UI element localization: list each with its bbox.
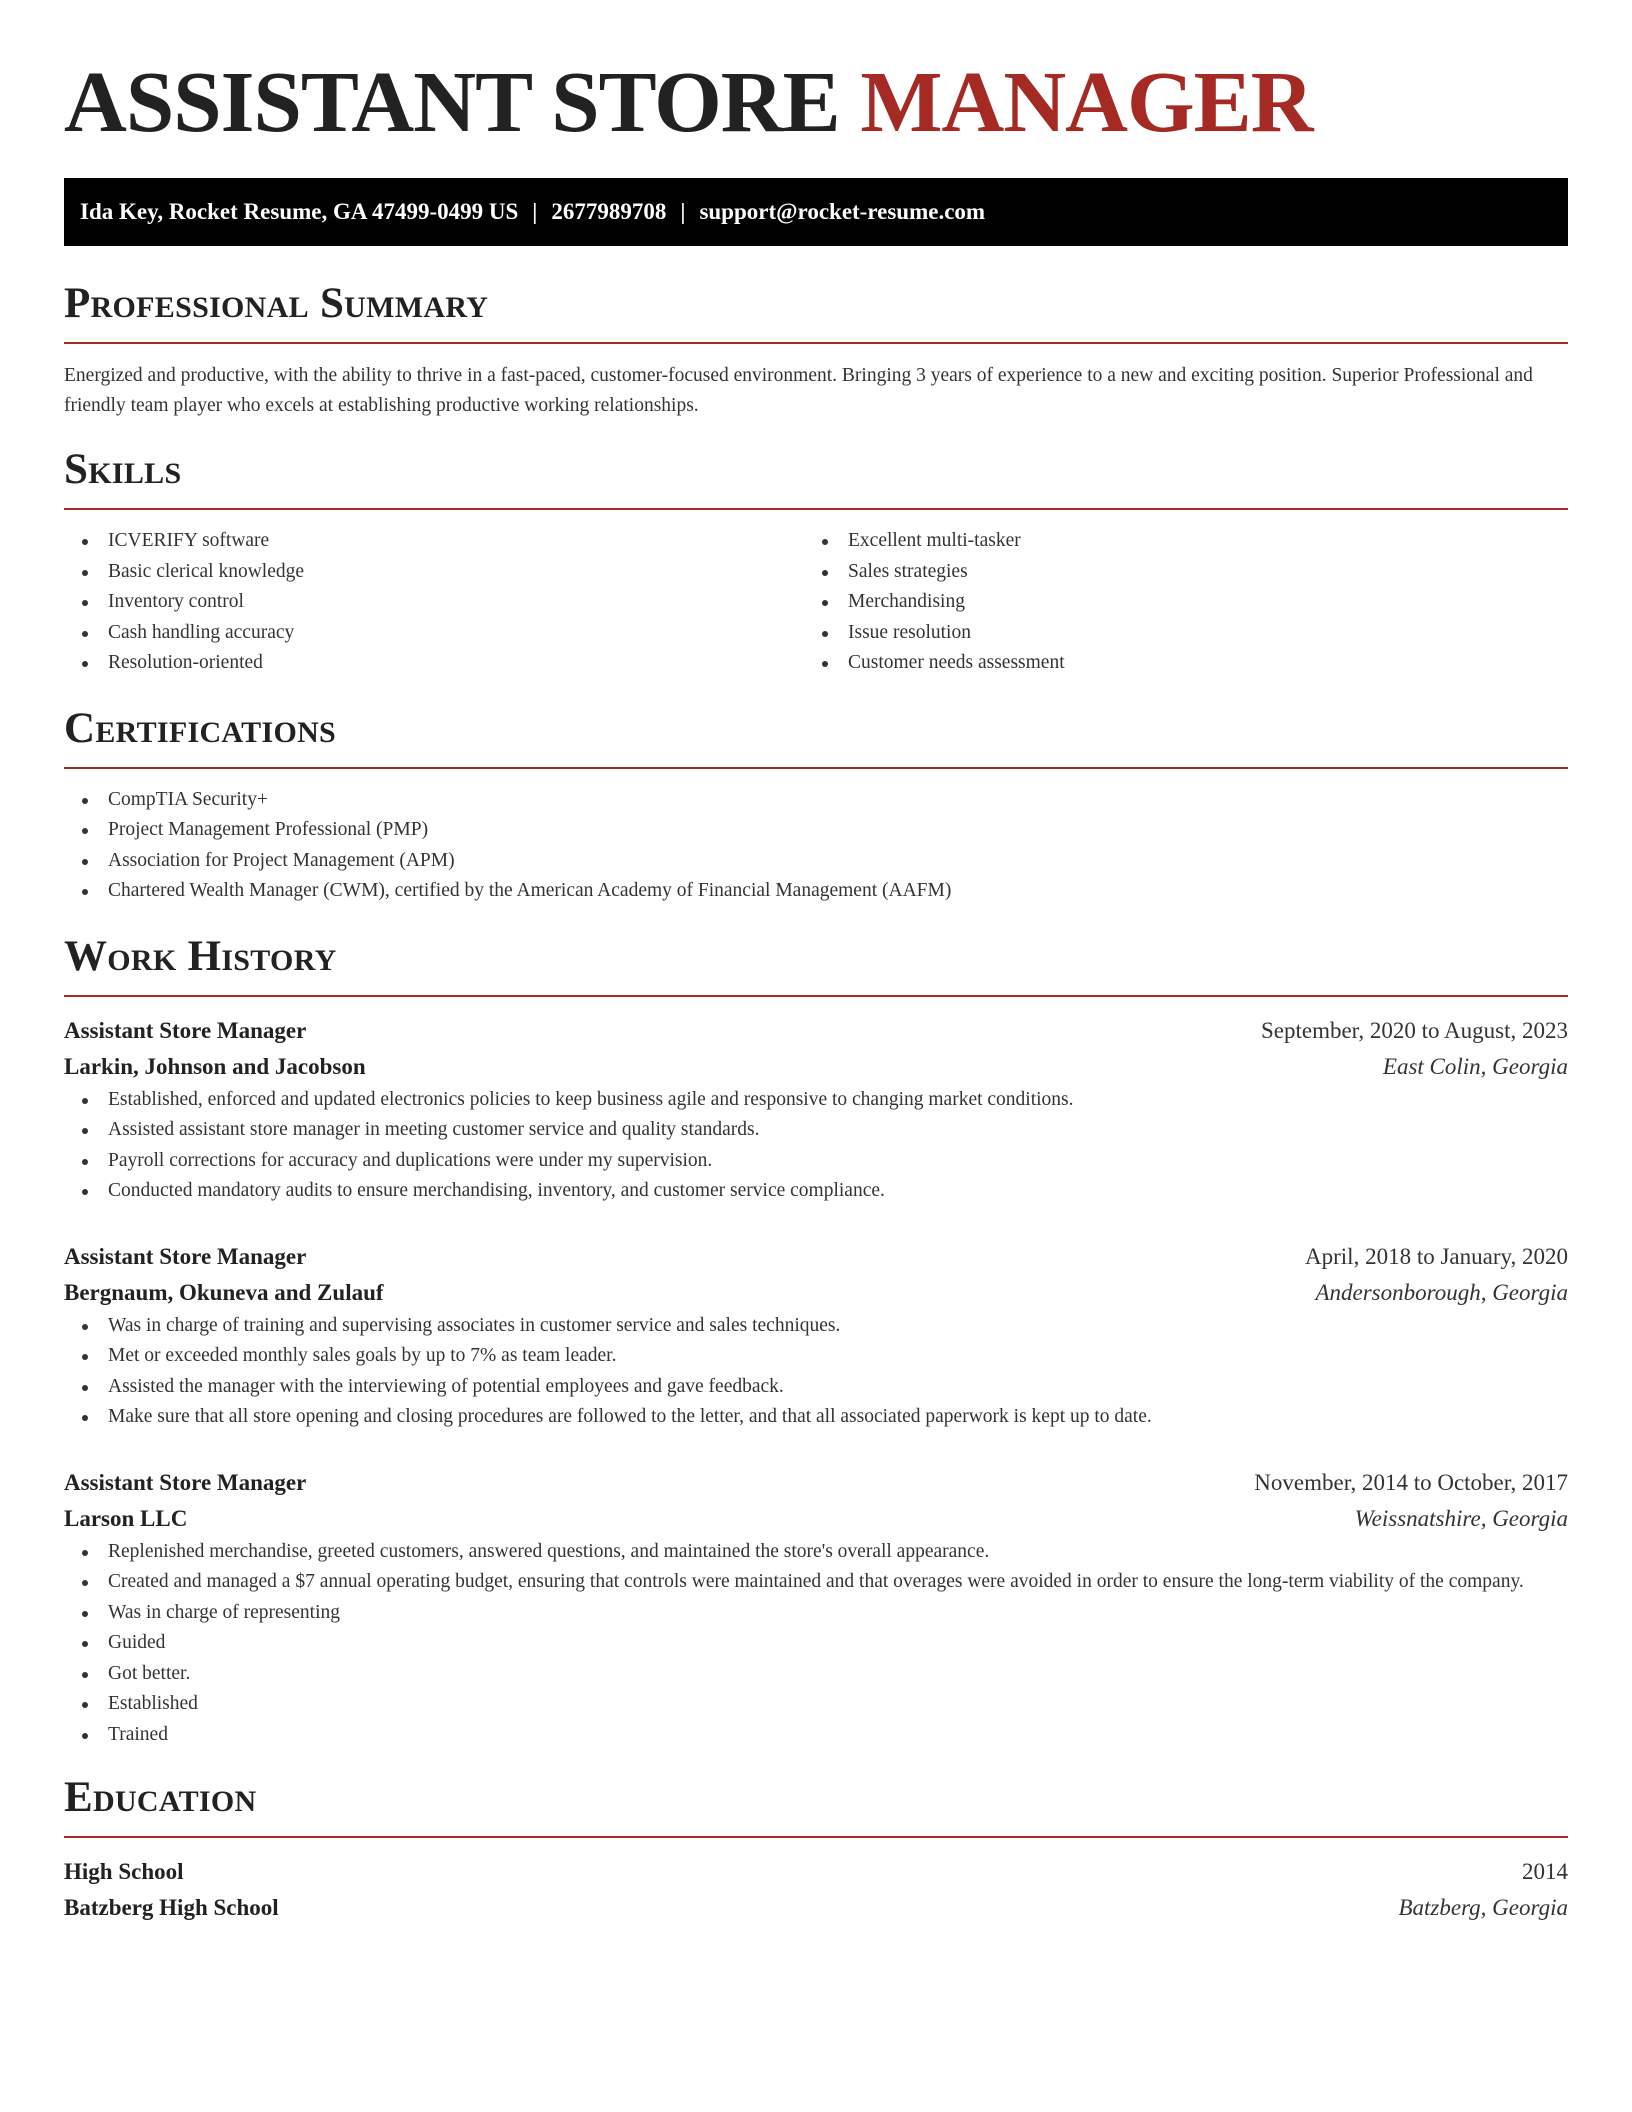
certification-item: Chartered Wealth Manager (CWM), certified by the American Academy of Financial Management (AAFM) <box>64 876 1568 907</box>
skill-item: Sales strategies <box>804 557 1544 588</box>
certifications-heading: Certifications <box>64 704 337 752</box>
job-location: East Colin, Georgia <box>1382 1053 1568 1079</box>
skill-item: Merchandising <box>804 587 1544 618</box>
summary-text: Energized and productive, with the ability to thrive in a fast-paced, customer-focused environment. Bringing 3 years of experience to a new and exciting position. Superior Professional and friendly team player who excels at establishing productive working relationships. <box>64 365 1533 416</box>
bullet-icon <box>82 859 88 865</box>
job-bullet: Payroll corrections for accuracy and duplications were under my supervision. <box>64 1146 1568 1177</box>
job-dates: April, 2018 to January, 2020 <box>1305 1243 1568 1269</box>
certification-item: Association for Project Management (APM) <box>64 846 1568 877</box>
contact-phone[interactable]: 2677989708 <box>551 199 667 224</box>
title-main: ASSISTANT STORE <box>64 53 840 150</box>
skill-item: Customer needs assessment <box>804 648 1544 679</box>
bullet-icon <box>822 600 828 606</box>
education-heading: Education <box>64 1774 257 1821</box>
job-entry <box>64 1465 1568 1751</box>
summary-section <box>64 280 1568 421</box>
skill-item: Cash handling accuracy <box>64 618 804 649</box>
bullet-icon <box>82 1159 88 1165</box>
bullet-icon <box>82 1580 88 1586</box>
skill-item: Basic clerical knowledge <box>64 557 804 588</box>
education-entry <box>64 1854 1568 1926</box>
bullet-icon <box>82 1641 88 1647</box>
bullet-icon <box>82 1611 88 1617</box>
bullet-icon <box>82 1415 88 1421</box>
certifications-list <box>64 785 1568 907</box>
certification-item: CompTIA Security+ <box>64 785 1568 816</box>
bullet-icon <box>82 798 88 804</box>
bullet-icon <box>82 1128 88 1134</box>
job-dates: November, 2014 to October, 2017 <box>1254 1469 1568 1495</box>
job-title: Assistant Store Manager <box>64 1017 307 1043</box>
education-school: Batzberg High School <box>64 1895 279 1920</box>
bullet-icon <box>82 600 88 606</box>
bullet-icon <box>822 539 828 545</box>
job-bullet: Was in charge of training and supervising associates in customer service and sales techniques. <box>64 1311 1568 1342</box>
job-bullet: Created and managed a $7 annual operating budget, ensuring that controls were maintained and that overages were avoided in order to ensure the long-term viability of the company. <box>64 1567 1568 1598</box>
skill-item: Inventory control <box>64 587 804 618</box>
section-divider <box>64 508 1568 510</box>
job-title: Assistant Store Manager <box>64 1469 307 1495</box>
education-location: Batzberg, Georgia <box>1398 1895 1568 1920</box>
section-divider <box>64 1836 1568 1838</box>
resume-title <box>64 52 1568 152</box>
education-section <box>64 1774 1568 1926</box>
job-dates: September, 2020 to August, 2023 <box>1260 1017 1568 1043</box>
job-bullet: Assisted the manager with the interviewing of potential employees and gave feedback. <box>64 1372 1568 1403</box>
job-title: Assistant Store Manager <box>64 1243 307 1269</box>
job-bullet: Established <box>64 1689 1568 1720</box>
job-bullet: Got better. <box>64 1659 1568 1690</box>
job-bullet: Met or exceeded monthly sales goals by up to 7% as team leader. <box>64 1341 1568 1372</box>
bullet-icon <box>82 1672 88 1678</box>
job-bullet: Make sure that all store opening and closing procedures are followed to the letter, and that all associated paperwork is kept up to date. <box>64 1402 1568 1433</box>
bullet-icon <box>82 1702 88 1708</box>
bullet-icon <box>82 1550 88 1556</box>
section-divider <box>64 767 1568 769</box>
skills-section <box>64 446 1568 679</box>
bullet-icon <box>822 570 828 576</box>
job-bullets <box>64 1085 1568 1207</box>
contact-address: Ida Key, Rocket Resume, GA 47499-0499 US <box>80 199 519 224</box>
bullet-icon <box>82 570 88 576</box>
work-history-section <box>64 933 1568 1751</box>
bullet-icon <box>82 1189 88 1195</box>
job-entry <box>64 1239 1568 1433</box>
bullet-icon <box>82 1324 88 1330</box>
skills-right-list <box>804 526 1544 679</box>
section-divider <box>64 342 1568 344</box>
bullet-icon <box>82 539 88 545</box>
skill-item: Excellent multi-tasker <box>804 526 1544 557</box>
bullet-icon <box>822 631 828 637</box>
skills-heading: Skills <box>64 446 182 493</box>
contact-separator: | <box>532 199 538 224</box>
bullet-icon <box>82 631 88 637</box>
skill-item: Issue resolution <box>804 618 1544 649</box>
bullet-icon <box>82 889 88 895</box>
job-bullet: Established, enforced and updated electronics policies to keep business agile and responsive to changing market conditions. <box>64 1085 1568 1116</box>
job-company: Larson LLC <box>64 1505 188 1531</box>
job-bullet: Trained <box>64 1720 1568 1751</box>
job-bullet: Conducted mandatory audits to ensure merchandising, inventory, and customer service compliance. <box>64 1176 1568 1207</box>
education-degree: High School <box>64 1859 184 1884</box>
job-bullets <box>64 1537 1568 1751</box>
bullet-icon <box>82 661 88 667</box>
job-bullet: Replenished merchandise, greeted customers, answered questions, and maintained the store's overall appearance. <box>64 1537 1568 1568</box>
contact-email[interactable]: support@rocket-resume.com <box>699 199 986 224</box>
job-bullet: Assisted assistant store manager in meeting customer service and quality standards. <box>64 1115 1568 1146</box>
job-company: Bergnaum, Okuneva and Zulauf <box>64 1279 384 1305</box>
skill-item: ICVERIFY software <box>64 526 804 557</box>
summary-heading: Professional Summary <box>64 280 489 327</box>
bullet-icon <box>82 1733 88 1739</box>
job-company: Larkin, Johnson and Jacobson <box>64 1053 366 1079</box>
bullet-icon <box>822 661 828 667</box>
education-year: 2014 <box>1522 1859 1568 1884</box>
skills-grid <box>64 526 1568 679</box>
bullet-icon <box>82 1354 88 1360</box>
work-history-heading: Work History <box>64 932 337 980</box>
bullet-icon <box>82 1385 88 1391</box>
bullet-icon <box>82 828 88 834</box>
title-accent: MANAGER <box>860 53 1313 150</box>
section-divider <box>64 995 1568 997</box>
job-location: Andersonborough, Georgia <box>1315 1279 1568 1305</box>
job-bullets <box>64 1311 1568 1433</box>
skills-left-list <box>64 526 804 679</box>
certification-item: Project Management Professional (PMP) <box>64 815 1568 846</box>
job-location: Weissnatshire, Georgia <box>1354 1505 1568 1531</box>
job-bullet: Guided <box>64 1628 1568 1659</box>
skill-item: Resolution-oriented <box>64 648 804 679</box>
job-bullet: Was in charge of representing <box>64 1598 1568 1629</box>
contact-separator: | <box>680 199 686 224</box>
contact-bar <box>64 178 1568 246</box>
job-entry <box>64 1013 1568 1207</box>
bullet-icon <box>82 1098 88 1104</box>
certifications-section <box>64 705 1568 907</box>
